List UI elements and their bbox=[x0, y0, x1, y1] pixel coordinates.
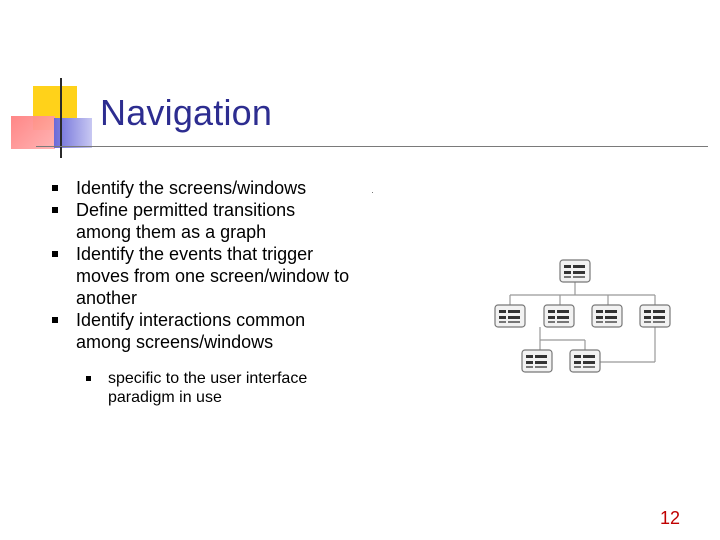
bullet-text: Identify the screens/windows bbox=[76, 178, 307, 198]
logo-square-red bbox=[11, 116, 55, 149]
sub-bullet bbox=[86, 369, 358, 407]
bullet-square-icon bbox=[52, 317, 58, 323]
title-underline bbox=[36, 146, 708, 147]
window-icon bbox=[592, 305, 622, 327]
navigation-graph-diagram bbox=[480, 250, 680, 380]
window-icon bbox=[570, 350, 600, 372]
bullet-square-icon bbox=[52, 207, 58, 213]
bullet-square-icon bbox=[52, 185, 58, 191]
bullet-text: Define permitted transitions among them as a graph bbox=[76, 200, 296, 242]
window-icon bbox=[544, 305, 574, 327]
bullet-item bbox=[52, 243, 352, 309]
bullet-text: Identify interactions common among screens/windows bbox=[76, 310, 306, 352]
sub-bullet-square-icon bbox=[86, 376, 91, 381]
window-icon bbox=[495, 305, 525, 327]
bullet-item bbox=[52, 177, 352, 199]
window-icon bbox=[560, 260, 590, 282]
slide-title: Navigation bbox=[100, 92, 273, 133]
stray-dot bbox=[372, 192, 373, 193]
bullet-square-icon bbox=[52, 251, 58, 257]
bullet-list bbox=[52, 177, 352, 353]
window-icon bbox=[640, 305, 670, 327]
window-icon bbox=[522, 350, 552, 372]
bullet-item bbox=[52, 309, 352, 353]
bullet-item bbox=[52, 199, 352, 243]
bullet-text: Identify the events that trigger moves from one screen/window to another bbox=[76, 244, 350, 308]
sub-bullet-text: specific to the user interface paradigm in use bbox=[108, 370, 308, 406]
page-number: 12 bbox=[659, 508, 680, 528]
